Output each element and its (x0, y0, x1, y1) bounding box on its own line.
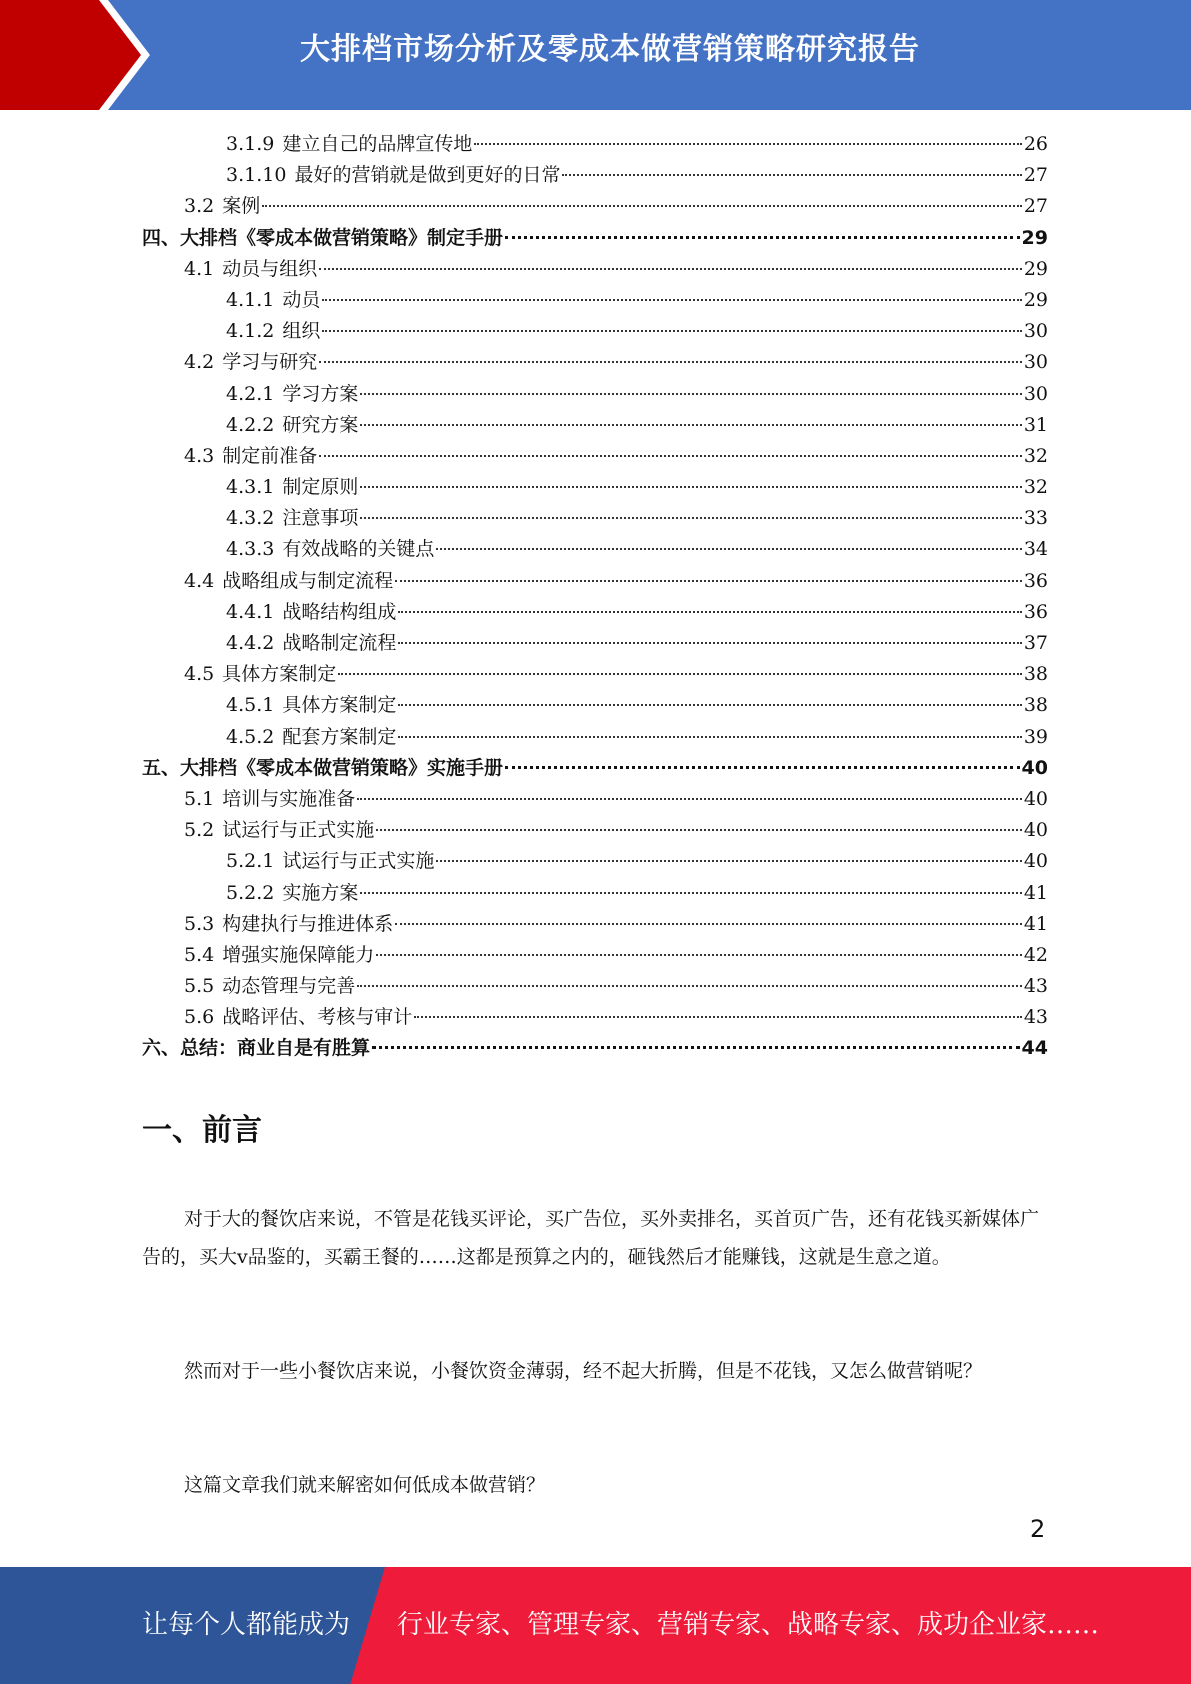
toc-entry-number: 5.2.2 (226, 881, 275, 904)
toc-entry-label: 配套方案制定 (282, 725, 397, 748)
toc-leader-dots (322, 299, 1021, 301)
toc-entry-label: 具体方案制定 (282, 694, 397, 717)
toc-entry-page: 30 (1023, 351, 1048, 374)
toc-leader-dots (319, 361, 1022, 363)
toc-entry-page: 34 (1023, 538, 1048, 561)
toc-entry-number: 4.5.1 (226, 694, 275, 717)
toc-entry[interactable] (142, 254, 1048, 285)
toc-entry-page: 41 (1023, 912, 1048, 935)
toc-leader-dots (436, 860, 1021, 862)
toc-leader-dots (398, 736, 1021, 738)
toc-leader-dots (398, 642, 1021, 644)
toc-leader-dots (376, 954, 1022, 956)
toc-entry-page: 32 (1023, 444, 1048, 467)
toc-entry-label: 学习与研究 (222, 351, 318, 374)
toc-entry-number: 5.2 (184, 819, 215, 842)
toc-entry-label: 案例 (222, 195, 261, 218)
paragraph-1: 对于大的餐饮店来说，不管是花钱买评论，买广告位，买外卖排名，买首页广告，还有花钱买新媒体广告的，买大v品鉴的，买霸王餐的……这都是预算之内的，砸钱然后才能赚钱，这就是生意之道。 (142, 1208, 1040, 1268)
toc-entry[interactable] (142, 597, 1048, 628)
toc-entry[interactable] (142, 628, 1048, 659)
toc-entry[interactable] (142, 1002, 1048, 1033)
toc-entry-page: 40 (1021, 756, 1048, 779)
toc-entry-label: 构建执行与推进体系 (222, 912, 394, 935)
toc-entry-number: 5.5 (184, 975, 215, 998)
toc-entry[interactable] (142, 441, 1048, 472)
toc-entry[interactable] (142, 534, 1048, 565)
toc-entry-number: 4.5.2 (226, 725, 275, 748)
toc-entry-label: 培训与实施准备 (222, 787, 356, 810)
toc-entry[interactable] (142, 1033, 1048, 1064)
toc-entry-label: 动态管理与完善 (222, 975, 356, 998)
toc-leader-dots (360, 892, 1021, 894)
toc-leader-dots (338, 673, 1022, 675)
toc-entry-page: 30 (1023, 382, 1048, 405)
toc-entry-page: 29 (1023, 288, 1048, 311)
toc-entry-number: 3.1.10 (226, 164, 287, 187)
toc-entry[interactable] (142, 846, 1048, 877)
toc-leader-dots (398, 704, 1021, 706)
toc-entry-label: 四、大排档《零成本做营销策略》制定手册 (142, 226, 504, 249)
toc-entry-number: 4.3.3 (226, 538, 275, 561)
toc-entry-page: 43 (1023, 975, 1048, 998)
toc-entry-number: 4.3.1 (226, 476, 275, 499)
toc-entry-page: 41 (1023, 881, 1048, 904)
toc-entry-page: 26 (1023, 133, 1048, 155)
toc-entry[interactable] (142, 503, 1048, 534)
toc-entry-number: 5.3 (184, 912, 215, 935)
toc-leader-dots (474, 143, 1021, 145)
toc-entry[interactable] (142, 659, 1048, 690)
toc-leader-dots (562, 174, 1021, 176)
toc-leader-dots (398, 611, 1021, 613)
toc-entry-page: 27 (1023, 164, 1048, 187)
page-header (0, 0, 1191, 110)
page-number: 2 (1030, 1515, 1046, 1543)
toc-leader-dots (376, 829, 1022, 831)
toc-entry[interactable] (142, 909, 1048, 940)
toc-entry-page: 37 (1023, 632, 1048, 654)
toc-entry-number: 4.3.2 (226, 507, 275, 530)
toc-entry-page: 43 (1023, 1006, 1048, 1029)
toc-entry-number: 4.1.2 (226, 320, 275, 343)
toc-entry-label: 动员 (282, 288, 321, 311)
toc-entry-number: 4.2.1 (226, 382, 275, 405)
toc-entry-label: 增强实施保障能力 (222, 943, 375, 966)
toc-entry-label: 最好的营销就是做到更好的日常 (294, 164, 561, 187)
toc-entry[interactable] (142, 223, 1048, 254)
footer-slogan-right: 行业专家、管理专家、营销专家、战略专家、成功企业家…… (397, 1610, 1100, 1640)
toc-entry-label: 试运行与正式实施 (282, 850, 435, 873)
toc-entry-label: 实施方案 (282, 881, 359, 904)
toc-leader-dots (319, 268, 1022, 270)
toc-entry-label: 建立自己的品牌宣传地 (282, 133, 473, 155)
toc-entry[interactable] (142, 566, 1048, 597)
toc-entry[interactable] (142, 878, 1048, 909)
toc-entry-number: 4.4.1 (226, 600, 275, 623)
toc-entry[interactable] (142, 316, 1048, 347)
page-footer (0, 1567, 1191, 1684)
toc-entry-number: 3.2 (184, 195, 215, 218)
toc-entry-page: 33 (1023, 507, 1048, 530)
toc-entry-number: 5.6 (184, 1006, 215, 1029)
toc-entry[interactable] (142, 940, 1048, 971)
toc-entry[interactable] (142, 285, 1048, 316)
toc-entry[interactable] (142, 815, 1048, 846)
toc-entry[interactable] (142, 410, 1048, 441)
toc-entry-number: 5.1 (184, 787, 215, 810)
toc-leader-dots (436, 548, 1021, 550)
toc-entry-number: 4.4.2 (226, 632, 275, 654)
toc-entry-page: 36 (1023, 569, 1048, 592)
toc-leader-dots (357, 798, 1022, 800)
toc-leader-dots (505, 236, 1020, 239)
toc-entry-page: 31 (1023, 413, 1048, 436)
toc-leader-dots (357, 985, 1022, 987)
toc-entry-number: 4.3 (184, 444, 215, 467)
toc-entry-number: 4.4 (184, 569, 215, 592)
toc-leader-dots (360, 486, 1021, 488)
toc-entry-label: 组织 (282, 320, 321, 343)
toc-entry-label: 战略制定流程 (282, 632, 397, 654)
toc-leader-dots (395, 580, 1022, 582)
toc-entry-label: 战略组成与制定流程 (222, 569, 394, 592)
toc-entry-page: 39 (1023, 725, 1048, 748)
toc-entry-number: 4.1 (184, 257, 215, 280)
toc-leader-dots (505, 766, 1020, 769)
toc-leader-dots (360, 424, 1021, 426)
paragraph-3: 这篇文章我们就来解密如何低成本做营销？ (184, 1474, 546, 1496)
toc-entry[interactable] (142, 191, 1048, 222)
footer-slogan-left: 让每个人都能成为 (142, 1610, 351, 1640)
toc-entry[interactable] (142, 379, 1048, 410)
toc-entry[interactable] (142, 472, 1048, 503)
toc-entry[interactable] (142, 971, 1048, 1002)
toc-entry-label: 五、大排档《零成本做营销策略》实施手册 (142, 756, 504, 779)
toc-leader-dots (414, 1016, 1022, 1018)
toc-entry-label: 具体方案制定 (222, 663, 337, 686)
toc-entry-page: 30 (1023, 320, 1048, 343)
toc-entry-number: 5.2.1 (226, 850, 275, 873)
toc-entry[interactable] (142, 753, 1048, 784)
toc-entry-label: 学习方案 (282, 382, 359, 405)
toc-entry-page: 40 (1023, 819, 1048, 842)
toc-entry-page: 44 (1021, 1037, 1048, 1060)
toc-leader-dots (372, 1046, 1020, 1049)
toc-entry-label: 动员与组织 (222, 257, 318, 280)
toc-entry-label: 研究方案 (282, 413, 359, 436)
toc-entry-number: 4.5 (184, 663, 215, 686)
toc-entry-number: 5.4 (184, 943, 215, 966)
toc-entry-label: 战略结构组成 (282, 600, 397, 623)
toc-leader-dots (262, 205, 1022, 207)
section-heading: 一、前言 (142, 1113, 262, 1148)
toc-entry-label: 制定原则 (282, 476, 359, 499)
report-title: 大排档市场分析及零成本做营销策略研究报告 (300, 32, 920, 67)
toc-entry-number: 4.2.2 (226, 413, 275, 436)
toc-entry-page: 27 (1023, 195, 1048, 218)
toc-entry-number: 4.1.1 (226, 288, 275, 311)
toc-entry-label: 制定前准备 (222, 444, 318, 467)
toc-entry[interactable] (142, 129, 1048, 160)
toc-entry[interactable] (142, 160, 1048, 191)
toc-entry[interactable] (142, 784, 1048, 815)
toc-entry[interactable] (142, 690, 1048, 721)
toc-entry-page: 29 (1023, 257, 1048, 280)
toc-entry-label: 战略评估、考核与审计 (222, 1006, 413, 1029)
toc-entry[interactable] (142, 722, 1048, 753)
toc-entry-page: 38 (1023, 694, 1048, 717)
paragraph-2: 然而对于一些小餐饮店来说，小餐饮资金薄弱，经不起大折腾，但是不花钱，又怎么做营销呢？ (184, 1360, 983, 1382)
toc-entry-label: 注意事项 (282, 507, 359, 530)
toc-leader-dots (360, 517, 1021, 519)
toc-entry-label: 有效战略的关键点 (282, 538, 435, 561)
toc-entry-page: 40 (1023, 850, 1048, 873)
table-of-contents (142, 129, 1048, 1065)
toc-leader-dots (322, 330, 1021, 332)
toc-entry[interactable] (142, 347, 1048, 378)
toc-entry-page: 42 (1023, 943, 1048, 966)
toc-entry-number: 3.1.9 (226, 133, 275, 155)
toc-entry-label: 六、总结：商业自是有胜算 (142, 1037, 371, 1060)
toc-entry-label: 试运行与正式实施 (222, 819, 375, 842)
toc-leader-dots (319, 455, 1022, 457)
toc-entry-page: 40 (1023, 787, 1048, 810)
toc-leader-dots (360, 393, 1021, 395)
toc-entry-page: 32 (1023, 476, 1048, 499)
toc-leader-dots (395, 923, 1022, 925)
toc-entry-number: 4.2 (184, 351, 215, 374)
toc-entry-page: 36 (1023, 600, 1048, 623)
toc-entry-page: 29 (1021, 226, 1048, 249)
toc-entry-page: 38 (1023, 663, 1048, 686)
